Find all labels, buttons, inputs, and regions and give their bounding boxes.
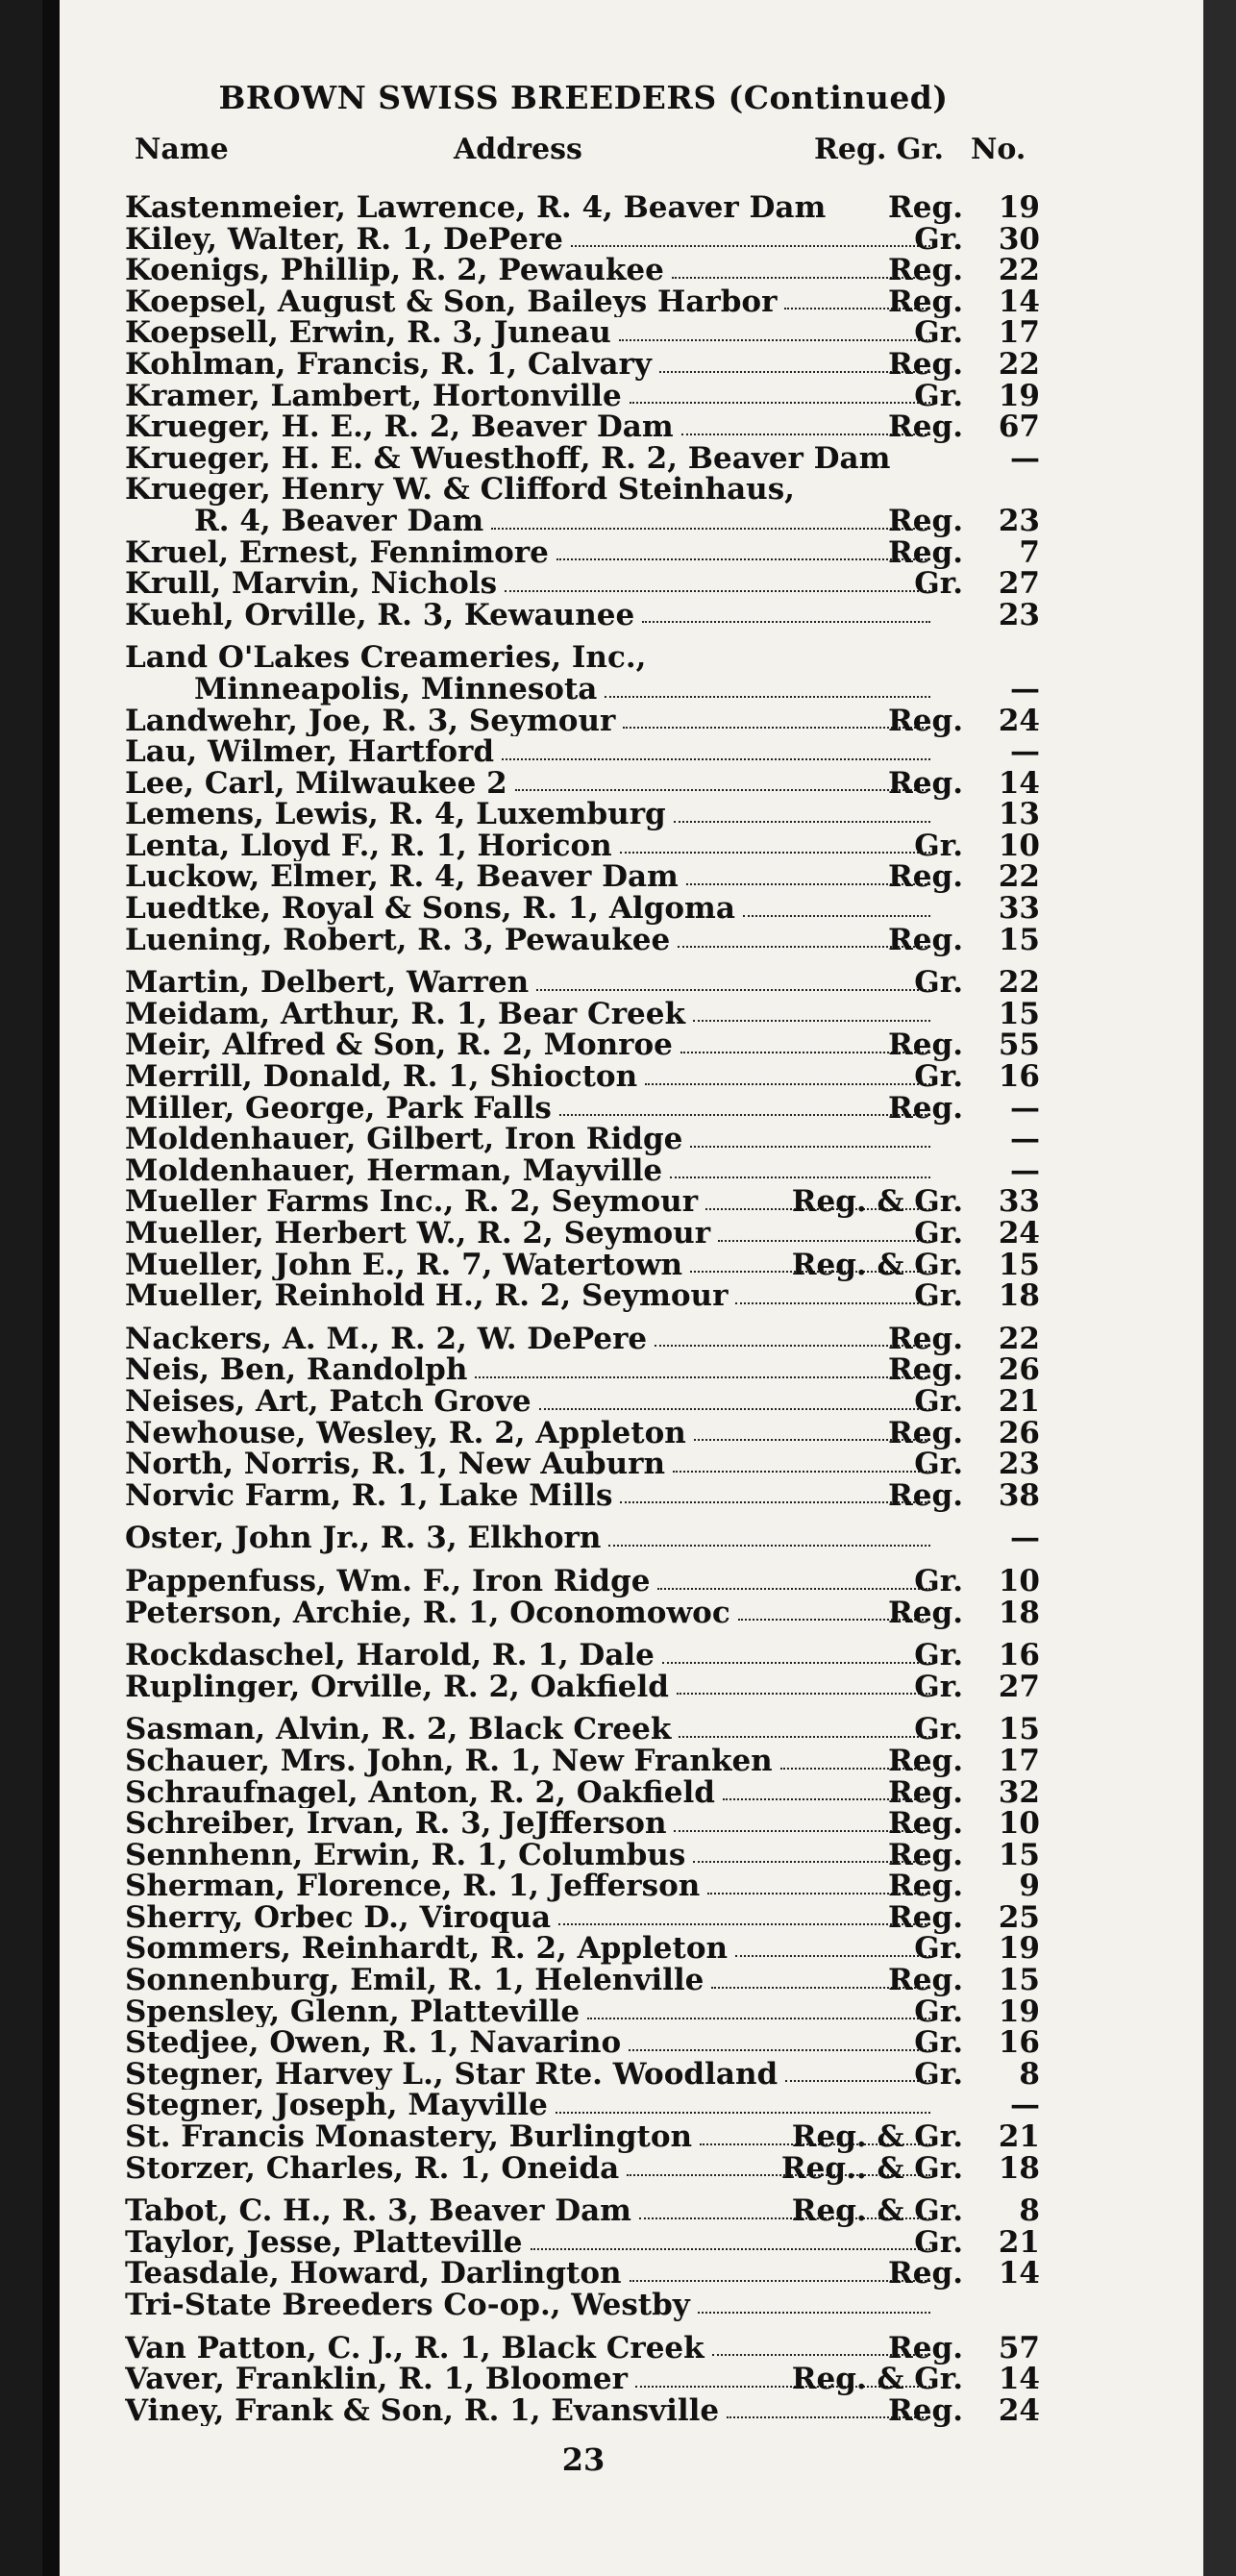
herd-count: 19: [998, 1931, 1040, 1967]
list-item: [60, 1090, 1117, 1126]
list-item: [60, 765, 1117, 801]
breeder-name-address: North, Norris, R. 1, New Auburn: [125, 1449, 665, 1480]
list-item: [60, 474, 1117, 506]
herd-count: —: [1010, 1152, 1040, 1188]
breeder-name-address: Neises, Art, Patch Grove: [125, 1385, 531, 1418]
registration-type: Reg.: [888, 1743, 963, 1778]
herd-count: 7: [1019, 534, 1040, 570]
registration-type: Gr.: [914, 378, 963, 413]
list-item: [60, 317, 1117, 349]
list-item: [60, 221, 1117, 257]
list-item: [60, 736, 1117, 768]
registration-type: Reg.: [888, 409, 963, 445]
herd-count: 10: [998, 828, 1040, 863]
registration-type: Gr.: [914, 1216, 963, 1251]
herd-count: 27: [998, 566, 1040, 602]
registration-type: Gr.: [914, 1447, 963, 1482]
dot-leader: [690, 1146, 930, 1148]
registration-type: Reg.: [888, 2392, 963, 2428]
breeder-name-address: Kuehl, Orville, R. 3, Kewaunee: [125, 599, 635, 632]
herd-count: —: [1010, 440, 1040, 476]
registration-type: Gr.: [914, 1994, 963, 2029]
list-item: [60, 597, 1117, 632]
herd-count: 9: [1019, 1869, 1040, 1904]
breeder-name-address: Land O'Lakes Creameries, Inc.,: [125, 642, 647, 674]
breeder-entry: [125, 2090, 934, 2121]
list-item: [60, 286, 1117, 318]
dot-leader: [502, 758, 930, 760]
breeder-entry: [125, 642, 934, 674]
breeder-name-address: Mueller, John E., R. 7, Watertown: [125, 1249, 683, 1281]
registration-type: Reg.: [888, 1837, 963, 1872]
breeder-entry: [125, 999, 934, 1030]
herd-count: 15: [998, 1247, 1040, 1282]
list-item: [60, 1449, 1117, 1480]
breeder-entry: [125, 474, 934, 506]
herd-count: 67: [998, 409, 1040, 445]
breeder-name-address: St. Francis Monastery, Burlington: [125, 2121, 693, 2153]
list-item: [60, 192, 1117, 224]
herd-count: 15: [998, 1837, 1040, 1872]
breeder-name-address: Mueller, Herbert W., R. 2, Seymour: [125, 1218, 711, 1250]
registration-type: Gr.: [914, 1563, 963, 1598]
registration-type: Reg.: [888, 253, 963, 288]
list-item: [60, 440, 1117, 476]
herd-count: 21: [998, 2119, 1040, 2155]
dot-leader: [608, 1545, 930, 1547]
registration-type: Gr.: [914, 1278, 963, 1314]
list-item: [60, 411, 1117, 443]
registration-type: Gr.: [914, 315, 963, 351]
herd-count: 13: [998, 797, 1040, 832]
list-item: [60, 1563, 1117, 1598]
breeder-name-address: Norvic Farm, R. 1, Lake Mills: [125, 1479, 613, 1512]
herd-count: 32: [998, 1774, 1040, 1810]
list-item: [60, 2195, 1117, 2227]
registration-type: Reg. & Gr.: [791, 1247, 963, 1282]
list-item: [60, 503, 1117, 538]
breeder-name-address: Lau, Wilmer, Hartford: [125, 736, 495, 768]
herd-count: 24: [998, 1216, 1040, 1251]
breeder-name-address: Sherry, Orbec D., Viroqua: [125, 1901, 552, 1934]
registration-type: Gr.: [914, 2025, 963, 2061]
herd-count: 22: [998, 965, 1040, 1001]
list-item: [60, 2330, 1117, 2365]
herd-count: 18: [998, 1595, 1040, 1630]
registration-type: Gr.: [914, 566, 963, 602]
herd-count: 14: [998, 2362, 1040, 2397]
registration-type: Reg.: [888, 1415, 963, 1450]
page-number: 23: [561, 2441, 606, 2478]
list-item: [60, 1774, 1117, 1810]
registration-type: Reg. & Gr.: [791, 2362, 963, 2397]
registration-type: Gr.: [914, 1059, 963, 1095]
herd-count: 23: [998, 597, 1040, 632]
herd-count: 8: [1019, 2056, 1040, 2092]
breeder-name-address: Minneapolis, Minnesota: [194, 673, 598, 706]
herd-count: —: [1010, 671, 1040, 706]
breeder-name-address: Spensley, Glenn, Platteville: [125, 1995, 581, 2028]
registration-type: Reg.: [888, 1806, 963, 1842]
list-item: [60, 1640, 1117, 1672]
breeder-entry: [125, 2290, 934, 2321]
breeder-name-address: Luening, Robert, R. 3, Pewaukee: [125, 924, 671, 956]
list-item: [60, 967, 1117, 999]
breeder-name-address: Tri-State Breeders Co-op., Westby: [125, 2290, 690, 2321]
list-item: [60, 642, 1117, 674]
breeder-name-address: Rockdaschel, Harold, R. 1, Dale: [125, 1640, 655, 1672]
herd-count: 14: [998, 765, 1040, 801]
registration-type: Reg.: [888, 346, 963, 382]
header-no: No.: [971, 133, 1026, 166]
breeder-name-address: Van Patton, C. J., R. 1, Black Creek: [125, 2332, 705, 2365]
registration-type: Gr.: [914, 1712, 963, 1747]
registration-type: Reg.: [888, 1774, 963, 1810]
herd-count: —: [1010, 1122, 1040, 1157]
herd-count: 15: [998, 996, 1040, 1031]
herd-count: 14: [998, 2256, 1040, 2291]
header-address: Address: [454, 133, 582, 166]
dot-leader: [698, 2312, 930, 2314]
list-item: [60, 346, 1117, 382]
breeder-entry: [125, 893, 934, 925]
column-headers: [60, 133, 1117, 179]
registration-type: Reg.: [888, 922, 963, 957]
registration-type: Reg. & Gr.: [791, 2119, 963, 2155]
list-item: [60, 703, 1117, 738]
herd-count: 15: [998, 922, 1040, 957]
list-item: [60, 1354, 1117, 1386]
herd-count: 26: [998, 1415, 1040, 1450]
list-item: [60, 922, 1117, 957]
list-item: [60, 255, 1117, 286]
breeder-name-address: Peterson, Archie, R. 1, Oconomowoc: [125, 1597, 730, 1629]
herd-count: 22: [998, 346, 1040, 382]
breeder-name-address: Stedjee, Owen, R. 1, Navarino: [125, 2027, 622, 2059]
registration-type: Gr.: [914, 1669, 963, 1704]
list-item: [60, 2027, 1117, 2059]
herd-count: 24: [998, 2392, 1040, 2428]
breeder-name-address: Lenta, Lloyd F., R. 1, Horicon: [125, 830, 612, 862]
registration-type: Gr.: [914, 221, 963, 257]
breeder-name-address: Sommers, Reinhardt, R. 2, Appleton: [125, 1933, 729, 1966]
breeder-name-address: Stegner, Harvey L., Star Rte. Woodland: [125, 2058, 779, 2091]
breeder-name-address: Lee, Carl, Milwaukee 2: [125, 767, 507, 800]
dot-leader: [605, 696, 930, 698]
registration-type: Gr.: [914, 2224, 963, 2260]
breeder-name-address: Sennhenn, Erwin, R. 1, Columbus: [125, 1839, 686, 1871]
breeder-entry: [194, 674, 934, 706]
herd-count: —: [1010, 2088, 1040, 2123]
herd-count: 16: [998, 2025, 1040, 2061]
list-item: [60, 2090, 1117, 2121]
list-item: [60, 2392, 1117, 2428]
list-item: [60, 2121, 1117, 2153]
breeder-name-address: Kiley, Walter, R. 1, DePere: [125, 223, 563, 256]
breeder-name-address: Moldenhauer, Herman, Mayville: [125, 1154, 663, 1187]
list-item: [60, 378, 1117, 413]
list-item: [60, 534, 1117, 570]
herd-count: 18: [998, 2150, 1040, 2186]
herd-count: 33: [998, 891, 1040, 927]
registration-type: Reg.: [888, 859, 963, 895]
registration-type: Reg.: [888, 190, 963, 225]
breeder-name-address: Storzer, Charles, R. 1, Oneida: [125, 2152, 620, 2185]
herd-count: 15: [998, 1963, 1040, 1998]
list-item: [60, 1837, 1117, 1872]
list-item: [60, 2056, 1117, 2092]
herd-count: 19: [998, 378, 1040, 413]
breeder-name-address: Nackers, A. M., R. 2, W. DePere: [125, 1323, 648, 1355]
herd-count: 16: [998, 1059, 1040, 1095]
registration-type: Reg.: [888, 1899, 963, 1935]
dot-leader: [670, 1177, 930, 1178]
list-item: [60, 1321, 1117, 1356]
breeder-name-address: Teasdale, Howard, Darlington: [125, 2258, 622, 2290]
breeder-name-address: Merrill, Donald, R. 1, Shiocton: [125, 1061, 638, 1093]
breeder-name-address: Stegner, Joseph, Mayville: [125, 2090, 548, 2122]
herd-count: 23: [998, 503, 1040, 538]
herd-count: 26: [998, 1352, 1040, 1388]
breeder-name-address: Sonnenburg, Emil, R. 1, Helenville: [125, 1965, 705, 1996]
breeder-name-address: Kramer, Lambert, Hortonville: [125, 380, 622, 412]
list-item: [60, 2224, 1117, 2260]
breeder-list: [60, 192, 1117, 2426]
herd-count: 15: [998, 1712, 1040, 1747]
dot-leader: [693, 1020, 930, 1022]
herd-count: 21: [998, 1383, 1040, 1419]
herd-count: —: [1010, 1090, 1040, 1126]
breeder-name-address: Krueger, H. E. & Wuesthoff, R. 2, Beaver Dam: [125, 442, 891, 475]
breeder-name-address: Meir, Alfred & Son, R. 2, Monroe: [125, 1029, 673, 1062]
dot-leader: [674, 821, 930, 823]
page-edge: [1203, 0, 1236, 2576]
list-item: [60, 1996, 1117, 2028]
list-item: [60, 2258, 1117, 2290]
list-item: [60, 1714, 1117, 1746]
breeder-name-address: Koepsel, August & Son, Baileys Harbor: [125, 285, 778, 318]
breeder-name-address: Meidam, Arthur, R. 1, Bear Creek: [125, 998, 685, 1030]
registration-type: Gr.: [914, 1383, 963, 1419]
breeder-name-address: Koenigs, Phillip, R. 2, Pewaukee: [125, 255, 664, 286]
breeder-entry: [125, 1523, 934, 1554]
list-item: [60, 1124, 1117, 1155]
registration-type: Reg. & Gr.: [791, 1184, 963, 1220]
breeder-name-address: Moldenhauer, Gilbert, Iron Ridge: [125, 1124, 683, 1155]
dot-leader: [743, 915, 930, 917]
registration-type: Reg.: [888, 2330, 963, 2365]
herd-count: 21: [998, 2224, 1040, 2260]
breeder-name-address: Kohlman, Francis, R. 1, Calvary: [125, 348, 652, 381]
registration-type: Reg. & Gr.: [791, 2193, 963, 2229]
breeder-name-address: Krull, Marvin, Nichols: [125, 568, 498, 600]
breeder-name-address: R. 4, Beaver Dam: [194, 505, 484, 537]
list-item: [60, 1415, 1117, 1450]
page-title: BROWN SWISS BREEDERS (Continued): [218, 79, 949, 116]
herd-count: 24: [998, 703, 1040, 738]
list-item: [60, 1218, 1117, 1250]
list-item: [60, 1808, 1117, 1840]
list-item: [60, 1965, 1117, 1996]
list-item: [60, 671, 1117, 706]
breeder-name-address: Neis, Ben, Randolph: [125, 1354, 468, 1386]
dot-leader: [642, 621, 930, 623]
registration-type: Reg.: [888, 1321, 963, 1356]
registration-type: Reg.: [888, 1028, 963, 1063]
list-item: [60, 1152, 1117, 1188]
breeder-name-address: Newhouse, Wesley, R. 2, Appleton: [125, 1417, 686, 1449]
breeder-entry: [125, 736, 934, 768]
herd-count: 18: [998, 1278, 1040, 1314]
registration-type: Gr.: [914, 1931, 963, 1967]
registration-type: Gr.: [914, 2056, 963, 2092]
breeder-name-address: Taylor, Jesse, Platteville: [125, 2226, 523, 2259]
breeder-name-address: Sasman, Alvin, R. 2, Black Creek: [125, 1714, 672, 1746]
list-item: [60, 1280, 1117, 1312]
list-item: [60, 1933, 1117, 1965]
list-item: [60, 1477, 1117, 1513]
breeder-name-address: Oster, John Jr., R. 3, Elkhorn: [125, 1523, 602, 1554]
breeder-name-address: Koepsell, Erwin, R. 3, Juneau: [125, 317, 611, 349]
list-item: [60, 830, 1117, 862]
registration-type: Gr.: [914, 828, 963, 863]
registration-type: Reg.: [888, 503, 963, 538]
breeder-name-address: Mueller, Reinhold H., R. 2, Seymour: [125, 1280, 729, 1312]
registration-type: Reg.: [888, 703, 963, 738]
list-item: [60, 2290, 1117, 2321]
breeder-name-address: Sherman, Florence, R. 1, Jefferson: [125, 1870, 701, 1902]
list-item: [60, 893, 1117, 925]
herd-count: 33: [998, 1184, 1040, 1220]
list-item: [60, 1061, 1117, 1093]
list-item: [60, 1595, 1117, 1630]
breeder-name-address: Kastenmeier, Lawrence, R. 4, Beaver Dam: [125, 192, 827, 224]
herd-count: 8: [1019, 2193, 1040, 2229]
herd-count: 14: [998, 284, 1040, 319]
breeder-entry: [125, 1124, 934, 1155]
herd-count: 10: [998, 1563, 1040, 1598]
list-item: [60, 2150, 1117, 2186]
herd-count: 38: [998, 1477, 1040, 1513]
breeder-name-address: Luckow, Elmer, R. 4, Beaver Dam: [125, 861, 679, 894]
registration-type: Reg.: [888, 534, 963, 570]
breeder-name-address: Krueger, Henry W. & Clifford Steinhaus,: [125, 474, 795, 506]
registration-type: Reg.: [888, 1090, 963, 1126]
list-item: [60, 1899, 1117, 1935]
list-item: [60, 1186, 1117, 1218]
breeder-name-address: Schauer, Mrs. John, R. 1, New Franken: [125, 1745, 773, 1777]
breeder-name-address: Lemens, Lewis, R. 4, Luxemburg: [125, 799, 666, 830]
list-item: [60, 1247, 1117, 1282]
registration-type: Reg.: [888, 1477, 963, 1513]
list-item: [60, 861, 1117, 893]
document-page: [60, 0, 1209, 2576]
herd-count: 22: [998, 859, 1040, 895]
herd-count: 17: [998, 315, 1040, 351]
dot-leader: [556, 2112, 930, 2114]
registration-type: Reg.: [888, 765, 963, 801]
list-item: [60, 1743, 1117, 1778]
registration-type: Reg.: [888, 284, 963, 319]
herd-count: 55: [998, 1028, 1040, 1063]
breeder-name-address: Viney, Frank & Son, R. 1, Evansville: [125, 2394, 720, 2427]
registration-type: Reg.: [888, 1963, 963, 1998]
herd-count: 30: [998, 221, 1040, 257]
herd-count: 22: [998, 1321, 1040, 1356]
header-name: Name: [135, 133, 229, 166]
registration-type: Reg.: [888, 1595, 963, 1630]
breeder-entry: [125, 1155, 934, 1187]
registration-type: Reg.. & Gr.: [780, 2150, 963, 2186]
list-item: [60, 568, 1117, 600]
breeder-name-address: Krueger, H. E., R. 2, Beaver Dam: [125, 411, 674, 443]
breeder-name-address: Miller, George, Park Falls: [125, 1092, 552, 1125]
herd-count: 22: [998, 253, 1040, 288]
list-item: [60, 1383, 1117, 1419]
registration-type: Gr.: [914, 1638, 963, 1673]
herd-count: 16: [998, 1638, 1040, 1673]
breeder-name-address: Schreiber, Irvan, R. 3, JeJfferson: [125, 1808, 667, 1840]
breeder-entry: [125, 799, 934, 830]
registration-type: Reg.: [888, 2256, 963, 2291]
herd-count: 10: [998, 1806, 1040, 1842]
registration-type: Reg.: [888, 1869, 963, 1904]
breeder-name-address: Kruel, Ernest, Fennimore: [125, 536, 549, 569]
herd-count: 27: [998, 1669, 1040, 1704]
breeder-name-address: Luedtke, Royal & Sons, R. 1, Algoma: [125, 893, 735, 925]
registration-type: Reg.: [888, 1352, 963, 1388]
breeder-name-address: Landwehr, Joe, R. 3, Seymour: [125, 705, 616, 737]
breeder-name-address: Martin, Delbert, Warren: [125, 967, 530, 999]
list-item: [60, 1523, 1117, 1554]
list-item: [60, 1029, 1117, 1061]
breeder-name-address: Schraufnagel, Anton, R. 2, Oakfield: [125, 1776, 715, 1809]
breeder-entry: [125, 443, 934, 475]
herd-count: —: [1010, 734, 1040, 770]
breeder-name-address: Ruplinger, Orville, R. 2, Oakfield: [125, 1671, 669, 1703]
list-item: [60, 2364, 1117, 2395]
breeder-name-address: Mueller Farms Inc., R. 2, Seymour: [125, 1186, 699, 1218]
herd-count: 19: [998, 190, 1040, 225]
breeder-name-address: Pappenfuss, Wm. F., Iron Ridge: [125, 1565, 651, 1598]
list-item: [60, 1870, 1117, 1902]
header-reg-gr: Reg. Gr.: [814, 133, 944, 166]
herd-count: 57: [998, 2330, 1040, 2365]
herd-count: —: [1010, 1521, 1040, 1556]
breeder-name-address: Vaver, Franklin, R. 1, Bloomer: [125, 2364, 628, 2395]
herd-count: 17: [998, 1743, 1040, 1778]
list-item: [60, 996, 1117, 1031]
list-item: [60, 799, 1117, 830]
herd-count: 25: [998, 1899, 1040, 1935]
breeder-entry: [125, 600, 934, 632]
list-item: [60, 1669, 1117, 1704]
registration-type: Gr.: [914, 965, 963, 1001]
herd-count: 23: [998, 1447, 1040, 1482]
herd-count: 19: [998, 1994, 1040, 2029]
breeder-name-address: Tabot, C. H., R. 3, Beaver Dam: [125, 2195, 631, 2227]
